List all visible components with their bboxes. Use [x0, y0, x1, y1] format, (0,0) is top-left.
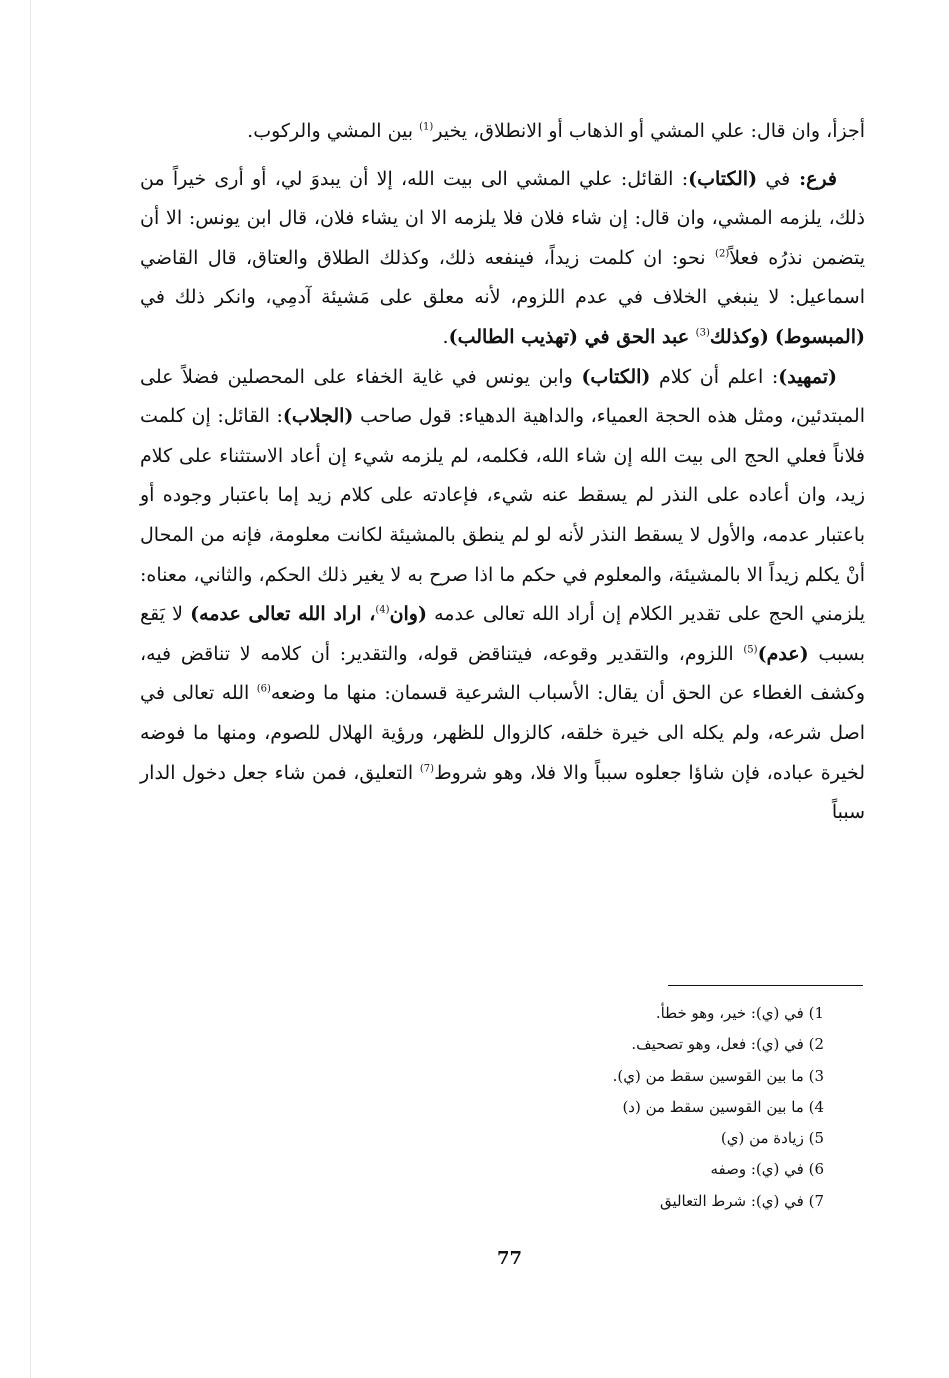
footnote-4: 4) ما بين القوسين سقط من (د) [622, 1097, 824, 1116]
footnote-6: 6) في (ي): وصفه [710, 1160, 824, 1179]
bold-text-run: (الكتاب) [581, 365, 651, 388]
footnote-marker: (6) [256, 683, 271, 695]
bold-text-run: (الكتاب) [688, 167, 758, 190]
footnote-3: 3) ما بين القوسين سقط من (ي). [612, 1066, 824, 1085]
text-run: : القائل: علي المشي الى بيت الله، إلا أن يبدوَ لي، أو أرى خيراً من ذلك، يلزمه المشي، وان قال: إن شاء فلان فلا يلزمه الا ان يشاء فلان، قال ابن يونس: الا أن يتضمن نذرُه فعلاً [140, 167, 865, 269]
bold-text-run: عبد الحق في [578, 325, 696, 348]
text-run: نحو: ان كلمت زيداً، فينفعه ذلك، وكذلك الطلاق والعتاق، قال القاضي اسماعيل: لا ينبغي الخلاف في عدم اللزوم، لأنه معلق على مَشيئة آدمِي، وانكر ذلك في [140, 246, 865, 309]
footnote-marker: (2) [715, 248, 730, 260]
bold-text-run: (وان [389, 603, 427, 626]
footnote-7: 7) في (ي): شرط التعاليق [659, 1191, 824, 1210]
main-text [140, 112, 865, 833]
text-run: : اعلم أن كلام [650, 365, 779, 388]
footnote-marker: (5) [743, 644, 758, 656]
bold-text-run: ، اراد الله تعالى عدمه) [190, 603, 376, 626]
bold-text-run: (الجلاب) [282, 405, 354, 428]
footnotes-list [424, 998, 824, 1217]
paragraph-tamhid [140, 358, 865, 833]
text-run: اللزوم، والتقدير وقوعه، فيتناقض قوله، والتقدير: أن كلامه لا تناقض فيه، وكشف الغطاء عن الحق أن يقال: الأسباب الشرعية قسمان: منها ما وضعه [140, 642, 865, 705]
footnote-marker: (1) [419, 121, 434, 133]
text-run: لا يَقع بسبب [140, 603, 866, 665]
footnote-divider [668, 985, 863, 986]
text-run: الله تعالى في اصل شرعه، ولم يكله الى خيرة خلقه، كالزوال للظهر، ورؤية الهلال للصوم، ومنها ما فوضه لخيرة عباده، فإن شاؤا جعلوه سبباً والا فلا، وهو شروط [140, 682, 865, 784]
bold-text-run: (عدم) [757, 642, 809, 665]
footnote-marker: (4) [375, 604, 390, 616]
text-run: التعليق، فمن شاء جعل دخول الدار سبباً [140, 761, 865, 824]
footnote-2: 2) في (ي): فعل، وهو تصحيف. [631, 1035, 824, 1054]
footnote-1: 1) في (ي): خير، وهو خطأ. [655, 1004, 824, 1022]
paragraph-furu [140, 160, 865, 358]
text-run: . [442, 325, 449, 348]
footnote-marker: (3) [695, 327, 710, 339]
footnote-5: 5) زيادة من (ي) [720, 1129, 824, 1148]
page-number: 77 [496, 1248, 523, 1269]
bold-text-run: (تهذيب الطالب) [448, 325, 579, 348]
text-run: أجزأ، وان قال: علي المشي أو الذهاب أو الانطلاق، يخير [433, 120, 865, 142]
text-run: وابن يونس في غاية الخفاء على المحصلين فضلاً على المبتدئين، ومثل هذه الحجة العمياء، والداهية الدهياء: قول صاحب [140, 365, 865, 428]
bold-text-run: (وكذلك [709, 325, 769, 348]
bold-text-run: فرع: [790, 167, 838, 190]
text-run: : القائل: إن كلمت فلاناً فعلي الحج الى بيت الله إن شاء الله، فكلمه، لم يلزمه شيء إن أعاد الاستثناء على كلام زيد، وان أعاده على النذر لم يسقط عنه شيء، فإعادته على كلام زيد إما باعتبار وجوده أو باعتبار عدمه، والأول لا يسقط النذر لأنه لو لم ينطق بالمشيئة لكانت معلومة، فإنه من المحال أنْ يكلم زيداً الا بالمشيئة، والمعلوم في حكم ما اذا صرح به لا يغير ذلك الحكم، والثاني، معناه: يلزمني الحج على تقدير الكلام إن أراد الله تعالى عدمه [140, 405, 865, 626]
bold-text-run: (المبسوط) [774, 325, 865, 348]
scan-edge [30, 0, 31, 1378]
text-run: بين المشي والركوب. [247, 120, 420, 142]
paragraph-1 [140, 112, 865, 152]
text-run: في [757, 167, 791, 190]
bold-text-run: (تمهيد) [778, 365, 837, 388]
footnote-marker: (7) [419, 763, 435, 775]
